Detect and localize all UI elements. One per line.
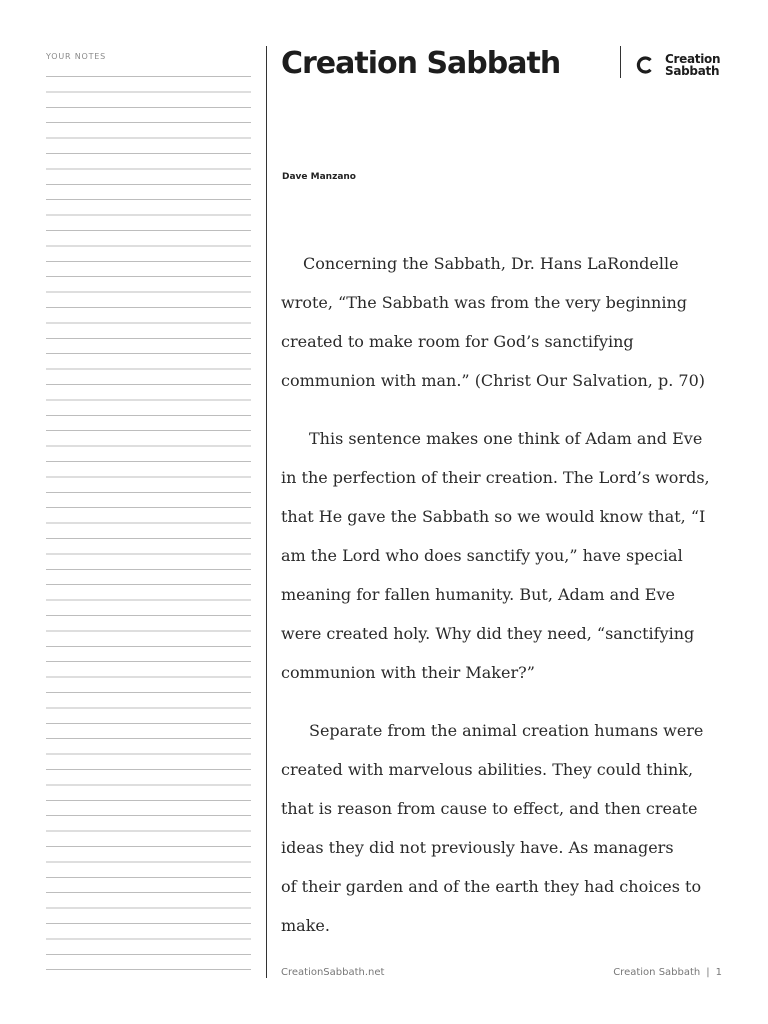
footer-page-info xyxy=(613,967,722,978)
text-line: were created holy. Why did they need, “sanctifying xyxy=(281,624,695,643)
note-lines xyxy=(46,76,251,984)
text-line: am the Lord who does sanctify you,” have special xyxy=(281,546,683,565)
notes-panel xyxy=(46,52,251,66)
text-line: make. xyxy=(281,916,330,935)
text-line: that is reason from cause to effect, and then create xyxy=(281,799,698,818)
text-line: created with marvelous abilities. They could think, xyxy=(281,760,694,779)
paragraph-1 xyxy=(281,244,731,400)
logo-text xyxy=(665,53,720,77)
text-line: This sentence makes one think of Adam and Eve xyxy=(309,429,703,448)
notes-label: YOUR NOTES xyxy=(46,52,107,61)
footer-separator: | xyxy=(706,967,710,978)
brand-logo xyxy=(620,46,730,78)
paragraph-2 xyxy=(281,419,731,692)
text-line: of their garden and of the earth they had choices to xyxy=(281,877,702,896)
logo-divider xyxy=(620,46,621,78)
column-divider xyxy=(266,46,267,978)
text-line: meaning for fallen humanity. But, Adam and Eve xyxy=(281,585,675,604)
text-line: created to make room for God’s sanctifying xyxy=(281,332,634,351)
paragraph-3 xyxy=(281,711,731,945)
text-line: wrote, “The Sabbath was from the very beginning xyxy=(281,293,688,312)
page-title: Creation Sabbath xyxy=(281,46,561,81)
article-body xyxy=(281,244,731,964)
logo-ring-icon xyxy=(635,55,655,75)
text-line: Separate from the animal creation humans were xyxy=(309,721,704,740)
logo-text-line2: Sabbath xyxy=(665,64,720,78)
logo-text-line1: Creation xyxy=(665,52,721,66)
text-line: that He gave the Sabbath so we would know that, “I xyxy=(281,507,706,526)
author-name: Dave Manzano xyxy=(282,172,356,182)
text-line: ideas they did not previously have. As managers xyxy=(281,838,674,857)
text-line: communion with man.” (Christ Our Salvation, p. 70) xyxy=(281,371,705,390)
text-line: in the perfection of their creation. The Lord’s words, xyxy=(281,468,710,487)
footer-website: CreationSabbath.net xyxy=(281,967,385,978)
text-line: Concerning the Sabbath, Dr. Hans LaRondelle xyxy=(303,254,679,273)
page-number: 1 xyxy=(715,967,722,978)
footer-brand: Creation Sabbath xyxy=(613,967,701,978)
text-line: communion with their Maker?” xyxy=(281,663,535,682)
